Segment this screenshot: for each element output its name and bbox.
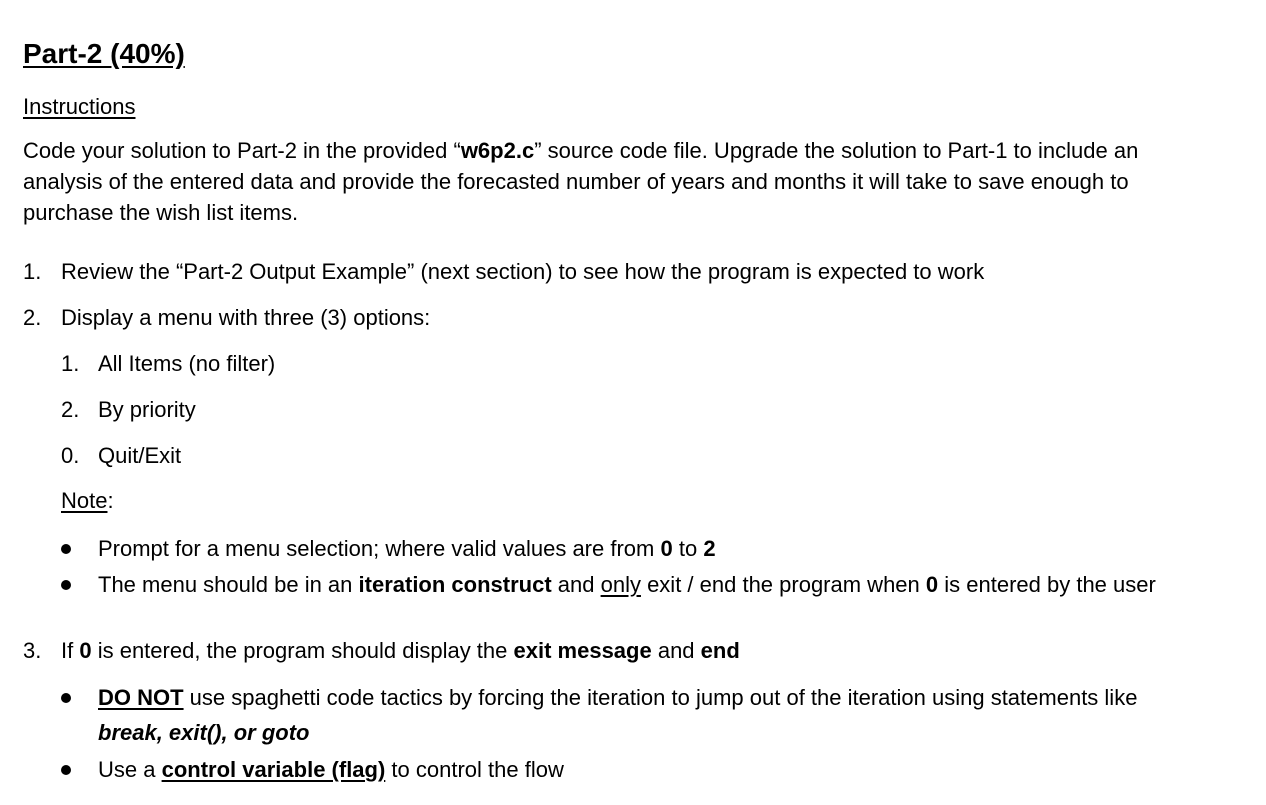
filename: w6p2.c: [460, 138, 535, 163]
menu-option-all-items: All Items (no filter): [98, 351, 276, 376]
step-1-text: Review the “Part-2 Output Example” (next section) to see how the program is expected to work: [61, 259, 985, 284]
step3-bullet-1-continued: break, exit(), or goto: [98, 720, 310, 745]
menu-option-by-priority: By priority: [98, 397, 196, 422]
note-label: Note:: [61, 488, 114, 513]
instructions-heading: Instructions: [23, 94, 136, 119]
bullet-icon: [61, 580, 71, 590]
bullet-icon: [61, 693, 71, 703]
note-bullet-2: The menu should be in an iteration construct and only exit / end the program when 0 is entered by the user: [98, 572, 1156, 597]
bullet-icon: [61, 544, 71, 554]
menu-option-quit: Quit/Exit: [98, 443, 182, 468]
bullet-icon: [61, 765, 71, 775]
intro-paragraph: Code your solution to Part-2 in the provided “w6p2.c” source code file. Upgrade the solution to Part-1 to include an analysis of the entered data and provide the forecasted number of years and months it will take to save enough to purchase the wish list items.: [23, 138, 1139, 225]
note-bullet-1: Prompt for a menu selection; where valid values are from 0 to 2: [98, 536, 716, 561]
step3-bullet-1: DO NOT use spaghetti code tactics by forcing the iteration to jump out of the iteration using statements like: [98, 685, 1138, 710]
page-title: Part-2 (40%): [23, 38, 185, 69]
step3-bullet-2: Use a control variable (flag) to control the flow: [98, 757, 564, 782]
step-2-text: Display a menu with three (3) options:: [61, 305, 431, 330]
step-3-text: If 0 is entered, the program should display the exit message and end: [61, 638, 740, 663]
document-page: Part-2 (40%) Instructions Code your solution to Part-2 in the provided “w6p2.c” source code file. Upgrade the solution to Part-1 to include an analysis of the entered data and provide the forecasted number of years and months it will take to save enough to purchase the wish list items. 1. Review the “Part-2 Output Example” (next section) to see how the program is expected to work 2. Display a menu with three (3) options: 1. All Items (no filter) 2. By priority 0. Quit/Exit Note: Prompt for a menu selection; where valid values are from 0 to 2 The menu should be in an iteration construct and only exit / end the program when 0 is entered by the user 3. If 0 is entered, the program should display the exit message and end DO NOT use spaghetti code tactics by forcing the iteration to jump out of the iteration using statements like break, exit(), or goto Use a control variable (flag) to control the flow: [0, 0, 1266, 805]
